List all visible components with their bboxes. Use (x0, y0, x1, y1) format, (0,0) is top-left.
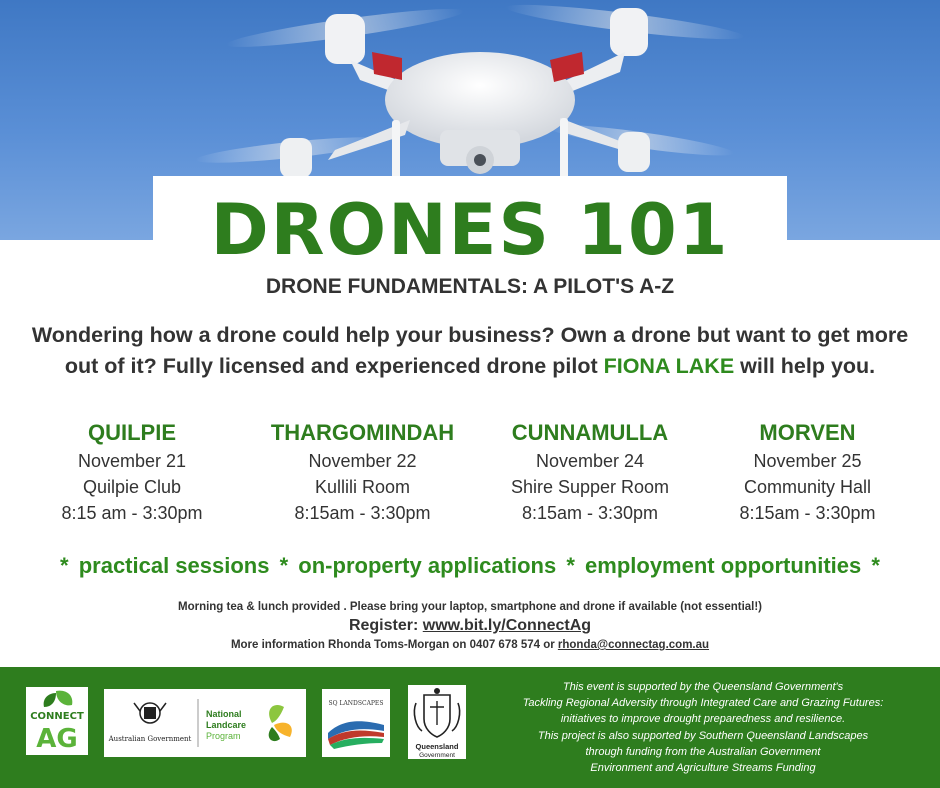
nlp-line3: Program (206, 731, 241, 741)
event-time: 8:15am - 3:30pm (739, 503, 876, 523)
feature-item: practical sessions (78, 553, 270, 578)
sponsor-footer (0, 667, 940, 788)
event-date: November 25 (753, 451, 862, 471)
star-icon: * (871, 553, 880, 578)
leaf-icon (26, 687, 88, 755)
aus-gov-landcare-logo (104, 689, 306, 757)
event-town: QUILPIE (87, 420, 176, 445)
event-town: THARGOMINDAH (270, 420, 455, 445)
features-strip (0, 551, 940, 581)
nlp-line1: National (206, 709, 242, 719)
register-link[interactable]: www.bit.ly/ConnectAg (422, 617, 592, 634)
event-time: 8:15 am - 3:30pm (61, 503, 203, 523)
qld-line1: Queensland (415, 742, 459, 751)
sq-text: SQ LANDSCAPES (328, 700, 384, 707)
more-info (0, 638, 940, 652)
event-venue: Community Hall (743, 477, 872, 497)
page-subtitle: DRONE FUNDAMENTALS: A PILOT'S A-Z (265, 275, 675, 298)
qld-crest-icon (414, 688, 459, 737)
landcare-leaves-icon (269, 705, 292, 741)
event-venue: Quilpie Club (82, 477, 182, 497)
event-morven (720, 418, 895, 526)
event-date: November 24 (535, 451, 645, 471)
event-venue: Kullili Room (314, 477, 411, 497)
footer-line: This project is also supported by Southern Queensland Landscapes (537, 729, 869, 742)
event-thargomindah (250, 418, 475, 526)
sponsor-acknowledgement (478, 679, 928, 776)
footer-line: through funding from the Australian Government (585, 745, 821, 758)
event-cunnamulla (490, 418, 690, 526)
register-line (0, 616, 940, 636)
coat-of-arms-icon (134, 703, 166, 723)
email-link[interactable]: rhonda@connectag.com.au (557, 639, 710, 651)
more-info-text: More information Rhonda Toms-Morgan on 0407 678 574 or (230, 639, 558, 651)
feature-item: employment opportunities (585, 553, 862, 578)
catering-note: Morning tea & lunch provided . Please bring your laptop, smartphone and drone if available (not essential!) (177, 601, 763, 613)
event-date: November 22 (308, 451, 417, 471)
connectag-top-text: CONNECT (30, 711, 84, 722)
qld-line2: Government (419, 752, 455, 759)
event-time: 8:15am - 3:30pm (521, 503, 659, 523)
event-time: 8:15am - 3:30pm (294, 503, 431, 523)
footer-line: Tackling Regional Adversity through Integrated Care and Grazing Futures: (522, 697, 884, 710)
intro-paragraph (20, 320, 920, 382)
nlp-line2: Landcare (206, 720, 247, 730)
event-schedule (0, 418, 940, 538)
sq-landscapes-logo (322, 689, 390, 757)
footer-line: This event is supported by the Queensland Government's (562, 681, 844, 693)
event-venue: Shire Supper Room (510, 477, 670, 497)
star-icon: * (279, 553, 289, 578)
footer-line: initiatives to improve drought preparedness and resilience. (560, 713, 846, 726)
register-label: Register: (348, 617, 419, 634)
pilot-name: FIONA LAKE (603, 354, 735, 378)
intro-text: Wondering how a drone could help your business? Own a drone but want to get more out of it? Fully licensed and experienced drone pilot (31, 323, 909, 378)
event-town: CUNNAMULLA (511, 420, 669, 445)
connectag-bottom-text: AG (36, 724, 78, 754)
event-quilpie (52, 418, 212, 526)
event-town: MORVEN (759, 420, 856, 445)
connectag-logo (26, 687, 88, 755)
aus-gov-text: Australian Government (108, 735, 192, 743)
star-icon: * (566, 553, 575, 578)
event-date: November 21 (77, 451, 187, 471)
page-title: DRONES 101 (210, 189, 730, 271)
star-icon: * (60, 553, 69, 578)
landscape-waves-icon (328, 721, 384, 749)
footer-line: Environment and Agriculture Streams Funding (590, 762, 816, 775)
feature-item: on-property applications (298, 553, 557, 578)
qld-gov-logo (408, 685, 466, 759)
intro-text-end: will help you. (734, 354, 876, 378)
